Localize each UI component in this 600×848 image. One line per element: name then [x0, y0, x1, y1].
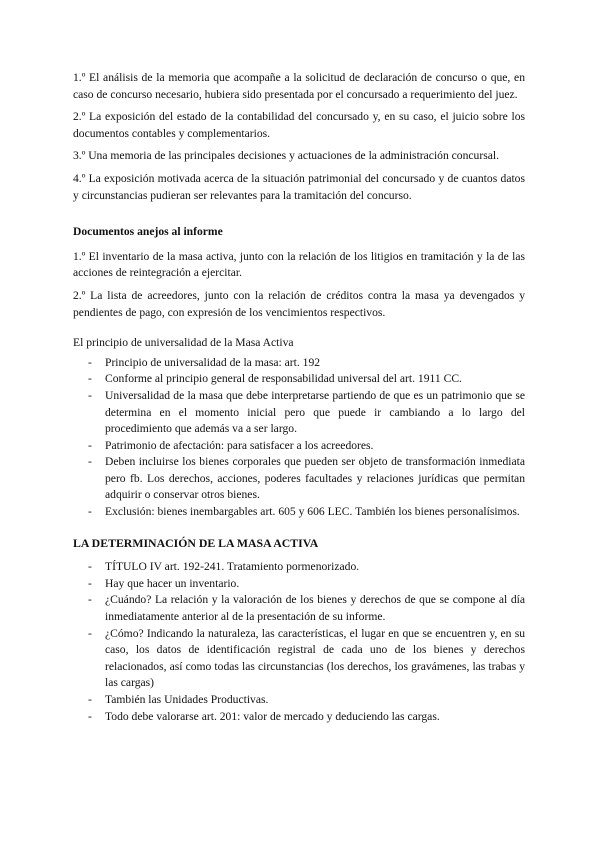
report-item-2: 2.º La exposición del estado de la contabilidad del concursado y, en su caso, el juicio sobre los documentos contables y complementarios.	[73, 110, 525, 140]
list-item	[73, 355, 525, 372]
list-item	[73, 626, 525, 692]
list-item	[73, 576, 525, 593]
bullet-dash: -	[88, 438, 92, 452]
bullet-dash: -	[88, 455, 92, 469]
list-item	[73, 504, 525, 521]
list-item-text: Conforme al principio general de responsabilidad universal del art. 1911 CC.	[105, 372, 462, 386]
bullet-dash: -	[88, 505, 92, 519]
list-item	[73, 388, 525, 438]
bullet-dash: -	[88, 388, 92, 402]
list-item-text: ¿Cuándo? La relación y la valoración de los bienes y derechos de que se compone al día inmediatamente anterior al de la presentación de su informe.	[105, 593, 525, 624]
list-item-text: ¿Cómo? Indicando la naturaleza, las características, el lugar en que se encuentren y, en su caso, los datos de identificación registral de cada uno de los bienes y derechos relacionados, así como todas las circunstancias (los derechos, los gravámenes, las trabas y las cargas)	[105, 626, 525, 690]
list-item-text: Deben incluirse los bienes corporales que pueden ser objeto de transformación inmediata pero fb. Los derechos, acciones, poderes facultades y relaciones jurídicas que permitan adquirir o conservar otros bienes.	[105, 455, 525, 502]
report-item-4: 4.º La exposición motivada acerca de la situación patrimonial del concursado y de cuantos datos y circunstancias pudieran ser relevantes para la tramitación del concurso.	[73, 171, 525, 202]
bullet-dash: -	[88, 355, 92, 369]
annex-item-1: 1.º El inventario de la masa activa, junto con la relación de los litigios en tramitación y la de las acciones de reintegración a ejercitar.	[73, 249, 525, 280]
list-item-text: También las Unidades Productivas.	[105, 693, 269, 706]
bullet-dash: -	[88, 593, 92, 607]
bullet-dash: -	[88, 576, 92, 590]
annex-heading: Documentos anejos al informe	[73, 225, 223, 239]
universality-list	[73, 355, 525, 521]
bullet-dash: -	[88, 372, 92, 386]
list-item	[73, 559, 525, 576]
list-item	[73, 692, 525, 709]
list-item-text: Patrimonio de afectación: para satisfacer a los acreedores.	[105, 438, 374, 452]
list-item	[73, 371, 525, 388]
report-item-1: 1.º El análisis de la memoria que acompañe a la solicitud de declaración de concurso o que, en caso de concurso necesario, hubiera sido presentada por el concursado a requerimiento del juez.	[73, 71, 525, 101]
list-item-text: Todo debe valorarse art. 201: valor de mercado y deduciendo las cargas.	[105, 709, 440, 723]
bullet-dash: -	[88, 626, 92, 640]
bullet-dash: -	[88, 560, 92, 574]
annex-item-2: 2.º La lista de acreedores, junto con la relación de créditos contra la masa ya devengados y pendientes de pago, con expresión de los vencimientos respectivos.	[73, 288, 525, 319]
bullet-dash: -	[88, 693, 92, 706]
document-page	[73, 70, 525, 725]
list-item	[73, 709, 525, 726]
universality-intro: El principio de universalidad de la Masa Activa	[73, 336, 294, 350]
list-item-text: Principio de universalidad de la masa: art. 192	[105, 355, 321, 369]
report-item-3: 3.º Una memoria de las principales decisiones y actuaciones de la administración concursal.	[73, 149, 499, 163]
list-item	[73, 454, 525, 504]
bullet-dash: -	[88, 709, 92, 723]
determination-heading: LA DETERMINACIÓN DE LA MASA ACTIVA	[73, 535, 319, 550]
list-item	[73, 438, 525, 455]
determination-list	[73, 559, 525, 725]
list-item-text: Exclusión: bienes inembargables art. 605 y 606 LEC. También los bienes personalísimos.	[105, 505, 520, 519]
list-item-text: Hay que hacer un inventario.	[105, 576, 240, 590]
list-item	[73, 592, 525, 625]
list-item-text: Universalidad de la masa que debe interpretarse partiendo de que es un patrimonio que se determina en el momento inicial pero que puede ir cambiando a lo largo del procedimiento que además va a ser largo.	[105, 388, 525, 436]
list-item-text: TÍTULO IV art. 192-241. Tratamiento pormenorizado.	[105, 560, 360, 574]
